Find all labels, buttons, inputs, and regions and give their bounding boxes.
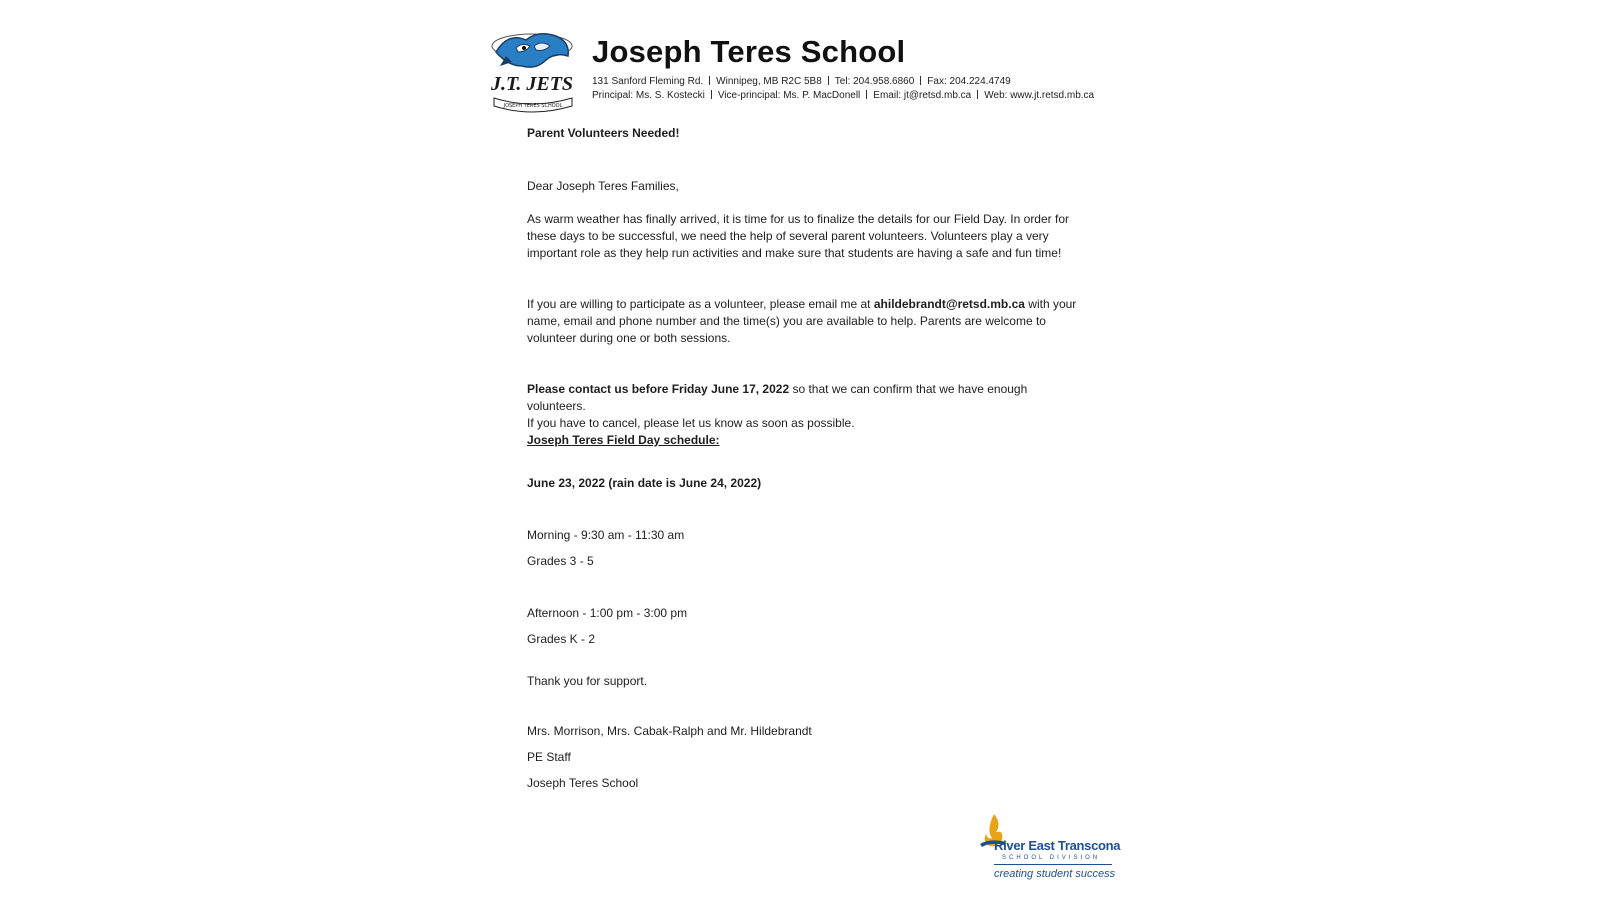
thank-you-line: Thank you for support.: [527, 674, 648, 688]
morning-grades: Grades 3 - 5: [527, 554, 594, 568]
schedule-title: Joseph Teres Field Day schedule:: [527, 433, 720, 447]
principal-text: Principal: Ms. S. Kostecki: [592, 90, 705, 101]
svg-text:J.T. JETS: J.T. JETS: [490, 73, 574, 95]
schedule-date: June 23, 2022 (rain date is June 24, 2022): [527, 476, 762, 490]
morning-session: Morning - 9:30 am - 11:30 am: [527, 528, 685, 542]
deadline-rest: so that we can confirm that we have enough volunteers.: [527, 382, 1028, 413]
school-web-text: Web: www.jt.retsd.mb.ca: [984, 90, 1095, 101]
fax-text: Fax: 204.224.4749: [927, 76, 1011, 87]
deadline-text: Please contact us before Friday June 17, 2022: [527, 382, 790, 396]
school-name-title: Joseph Teres School: [592, 34, 906, 69]
paragraph-volunteer-start: If you are willing to participate as a volunteer, please email me at: [527, 297, 874, 311]
address-text: 131 Sanford Fleming Rd.: [592, 76, 704, 87]
divider: [977, 90, 978, 99]
jt-jets-logo: [486, 26, 578, 116]
signature-school: Joseph Teres School: [527, 776, 639, 790]
letter-heading: Parent Volunteers Needed!: [527, 126, 680, 140]
division-tagline: creating student success: [994, 868, 1116, 880]
divider: [711, 90, 712, 99]
cancel-note: If you have to cancel, please let us know as soon as possible.: [527, 416, 855, 430]
division-subtitle: SCHOOL DIVISION: [1002, 855, 1101, 861]
phone-text: Tel: 204.958.6860: [834, 76, 915, 87]
paragraph-intro: As warm weather has finally arrived, it is time for us to finalize the details for our Field Day. In order for these days to be successful, we need the help of several parent volunteers. Volunteers play a very important role as they help run activities and make sure that students are having a safe and fun time!: [527, 212, 1069, 260]
divider: [994, 864, 1112, 865]
paragraph-deadline: [527, 381, 1087, 432]
afternoon-session: Afternoon - 1:00 pm - 3:00 pm: [527, 606, 688, 620]
paragraph-volunteer: [527, 296, 1087, 347]
contact-email: ahildebrandt@retsd.mb.ca: [873, 297, 1025, 311]
paragraph-volunteer-end: with your name, email and phone number and the time(s) you are available to help. Parents are welcome to volunteer during one or both sessions.: [527, 297, 1077, 345]
division-name: River East Transcona: [994, 838, 1121, 853]
letter-greeting: Dear Joseph Teres Families,: [527, 179, 679, 193]
divider: [709, 76, 710, 85]
divider: [866, 90, 867, 99]
signature-role: PE Staff: [527, 750, 571, 764]
school-email-text: Email: jt@retsd.mb.ca: [873, 90, 972, 101]
vice-principal-text: Vice-principal: Ms. P. MacDonell: [717, 90, 861, 101]
jet-mascot-icon: [486, 26, 578, 116]
retsd-logo: [976, 812, 1121, 888]
divider: [828, 76, 829, 85]
school-staff-line: [592, 90, 1094, 101]
divider: [920, 76, 921, 85]
city-text: Winnipeg, MB R2C 5B8: [716, 76, 822, 87]
afternoon-grades: Grades K - 2: [527, 632, 596, 646]
signature-names: Mrs. Morrison, Mrs. Cabak-Ralph and Mr. Hildebrandt: [527, 724, 812, 738]
svg-text:JOSEPH TERES SCHOOL: JOSEPH TERES SCHOOL: [503, 103, 563, 109]
school-address-line: [592, 76, 1011, 87]
